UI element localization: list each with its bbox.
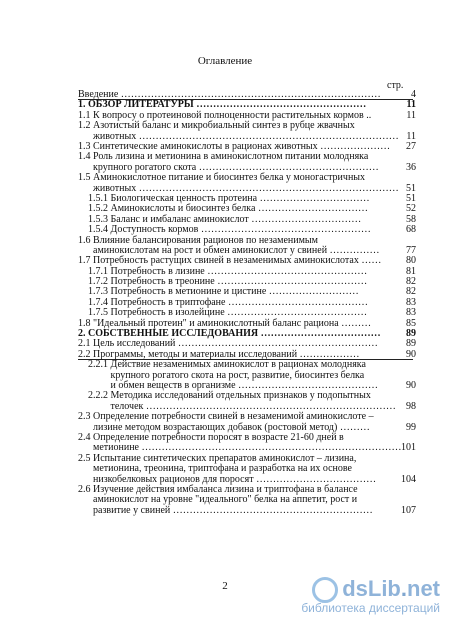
toc-entry-page: 36 — [406, 161, 416, 173]
toc-entry — [78, 224, 416, 236]
brand-dot: . — [400, 575, 407, 601]
table-of-contents — [78, 89, 416, 516]
toc-entry-title: 2.2 Программы, методы и материалы исследований ……………… — [78, 348, 360, 360]
toc-entry-page: 51 — [406, 182, 416, 194]
toc-entry-title: 1.7 Потребность растущих свиней в незаменимых аминокислотах …… — [78, 255, 382, 267]
toc-entry-title: 1.7.4 Потребность в триптофане …………………………………… — [88, 296, 368, 308]
toc-entry-title: Введение …………………………………………………………………… — [78, 89, 381, 100]
toc-entry-title: 2.1 Цель исследований …………………………………………………… — [78, 338, 378, 350]
toc-entry — [78, 432, 416, 454]
toc-entry-title: 1.3 Синтетические аминокислоты в рационах животных ………………… — [78, 140, 391, 152]
page-title: Оглавление — [197, 55, 253, 67]
toc-entry-page: 68 — [406, 224, 416, 236]
toc-entry-page: 80 — [406, 255, 416, 267]
toc-entry-title: 2.2.2 Методика исследований отдельных признаков у подопытных телочек ………………………………………………………………… — [88, 390, 396, 412]
toc-entry-page: 11 — [406, 130, 416, 142]
page-column-header: стр. — [387, 80, 404, 91]
toc-entry-title: 1.8 "Идеальный протеин" и аминокислотный баланс рациона ……… — [78, 317, 372, 329]
toc-entry — [78, 151, 416, 173]
toc-entry-title: 1.6 Влияние балансирования рационов по незаменимым аминокислотам на рост и обмен аминокислот у свиней …………… — [78, 234, 380, 256]
toc-entry-title: 1.4 Роль лизина и метионина в аминокислотном питании молодняка крупного рогатого скота ……………………………………………… — [78, 151, 379, 173]
toc-entry-page: 51 — [406, 192, 416, 204]
toc-entry-title: 1.7.3 Потребность в метионине и цистине ……………………… — [88, 286, 359, 298]
dslib-logo-icon — [312, 577, 338, 603]
toc-entry-page: 85 — [406, 317, 416, 329]
toc-entry-page: 82 — [406, 276, 416, 288]
toc-entry — [78, 172, 416, 194]
toc-entry-title: 2.2.1 Действие незаменимых аминокислот в рационах молодняка крупного рогатого скота на рост, развитие, биосинтез белка и обмен веществ в организме …………………………………… — [88, 359, 379, 392]
toc-entry — [78, 359, 416, 392]
watermark-subtitle: библиотека диссертаций — [301, 601, 440, 615]
toc-entry-title: 2.5 Испытание синтетических препаратов аминокислот – лизина, метионина, треонина, триптофана и разработка на их основе низкобелковых рационов для поросят ……………………………… — [78, 452, 377, 485]
toc-entry-title: 1.5.1 Биологическая ценность протеина …………………………… — [88, 192, 370, 204]
toc-entry-page: 98 — [406, 400, 416, 412]
toc-entry-title: 1.5 Аминокислотное питание и биосинтез белка у моногастричных животных …………………………………………………………………… — [78, 172, 399, 194]
toc-entry-title: 2.6 Изучение действия имбаланса лизина и триптофана в балансе аминокислот на уровне "идеального" белка на аппетит, рост и развитие у свиней …………………………………………………… — [78, 483, 373, 516]
toc-entry-page: 81 — [406, 265, 416, 277]
toc-entry — [78, 483, 416, 516]
brand-tld: net — [407, 575, 440, 601]
toc-entry-page: 83 — [406, 296, 416, 308]
toc-entry-title: 1.7.1 Потребность в лизине ………………………………………… — [88, 265, 368, 277]
toc-entry-page: 89 — [406, 338, 416, 350]
toc-entry-page: 99 — [406, 421, 416, 433]
brand-name: dsLib — [342, 575, 401, 601]
toc-entry-page: 58 — [406, 213, 416, 225]
toc-entry-title: 2.3 Определение потребности свиней в незаменимой аминокислоте – лизине методом возрастающих добавок (ростовой метод) ……… — [78, 411, 374, 433]
toc-entry-title: 1.5.2 Аминокислоты и биосинтез белка …………………………… — [88, 203, 368, 215]
page-number: 2 — [222, 580, 228, 592]
toc-entry-page: 52 — [406, 203, 416, 215]
toc-entry-title: 1.1 К вопросу о протеиновой полноценности растительных кормов .. — [78, 109, 372, 121]
toc-entry-page: 11 — [406, 109, 416, 121]
toc-entry-title: 1. ОБЗОР ЛИТЕРАТУРЫ …………………………………………… — [78, 99, 367, 111]
toc-entry-title: 1.5.4 Доступность кормов …………………………………………… — [88, 224, 371, 236]
toc-entry-page: 11 — [406, 99, 416, 111]
toc-entry-page: 101 — [401, 442, 416, 454]
toc-entry-title: 2. СОБСТВЕННЫЕ ИССЛЕДОВАНИЯ ……………………………… — [78, 328, 381, 340]
toc-entry — [78, 411, 416, 433]
toc-entry-page: 77 — [406, 244, 416, 256]
toc-entry — [78, 452, 416, 485]
toc-entry-title: 1.7.5 Потребность в изолейцине …………………………………… — [88, 307, 368, 319]
watermark — [301, 576, 440, 615]
toc-entry-title: 1.5.3 Баланс и имбаланс аминокислот …………………………… — [88, 213, 362, 225]
toc-entry-page: 89 — [406, 328, 416, 340]
toc-entry-title: 2.4 Определение потребности поросят в возрасте 21-60 дней в метионине …………………………………………………………………… — [78, 432, 402, 454]
toc-entry-page: 83 — [406, 307, 416, 319]
toc-entry-title: 1.7.2 Потребность в треонине ……………………………………… — [88, 276, 368, 288]
toc-entry-page: 4 — [411, 89, 416, 100]
watermark-brand — [301, 576, 440, 603]
toc-entry-page: 107 — [401, 504, 416, 516]
toc-entry — [78, 390, 416, 412]
toc-entry-page: 104 — [401, 473, 416, 485]
toc-entry-title: 1.2 Азотистый баланс и микробиальный синтез в рубце жвачных животных …………………………………………………………………… — [78, 120, 399, 142]
toc-entry-page: 90 — [406, 348, 416, 360]
toc-entry — [78, 120, 416, 142]
toc-entry — [78, 234, 416, 257]
toc-entry-page: 90 — [406, 380, 416, 392]
toc-entry-page: 27 — [406, 140, 416, 152]
toc-entry-page: 82 — [406, 286, 416, 298]
